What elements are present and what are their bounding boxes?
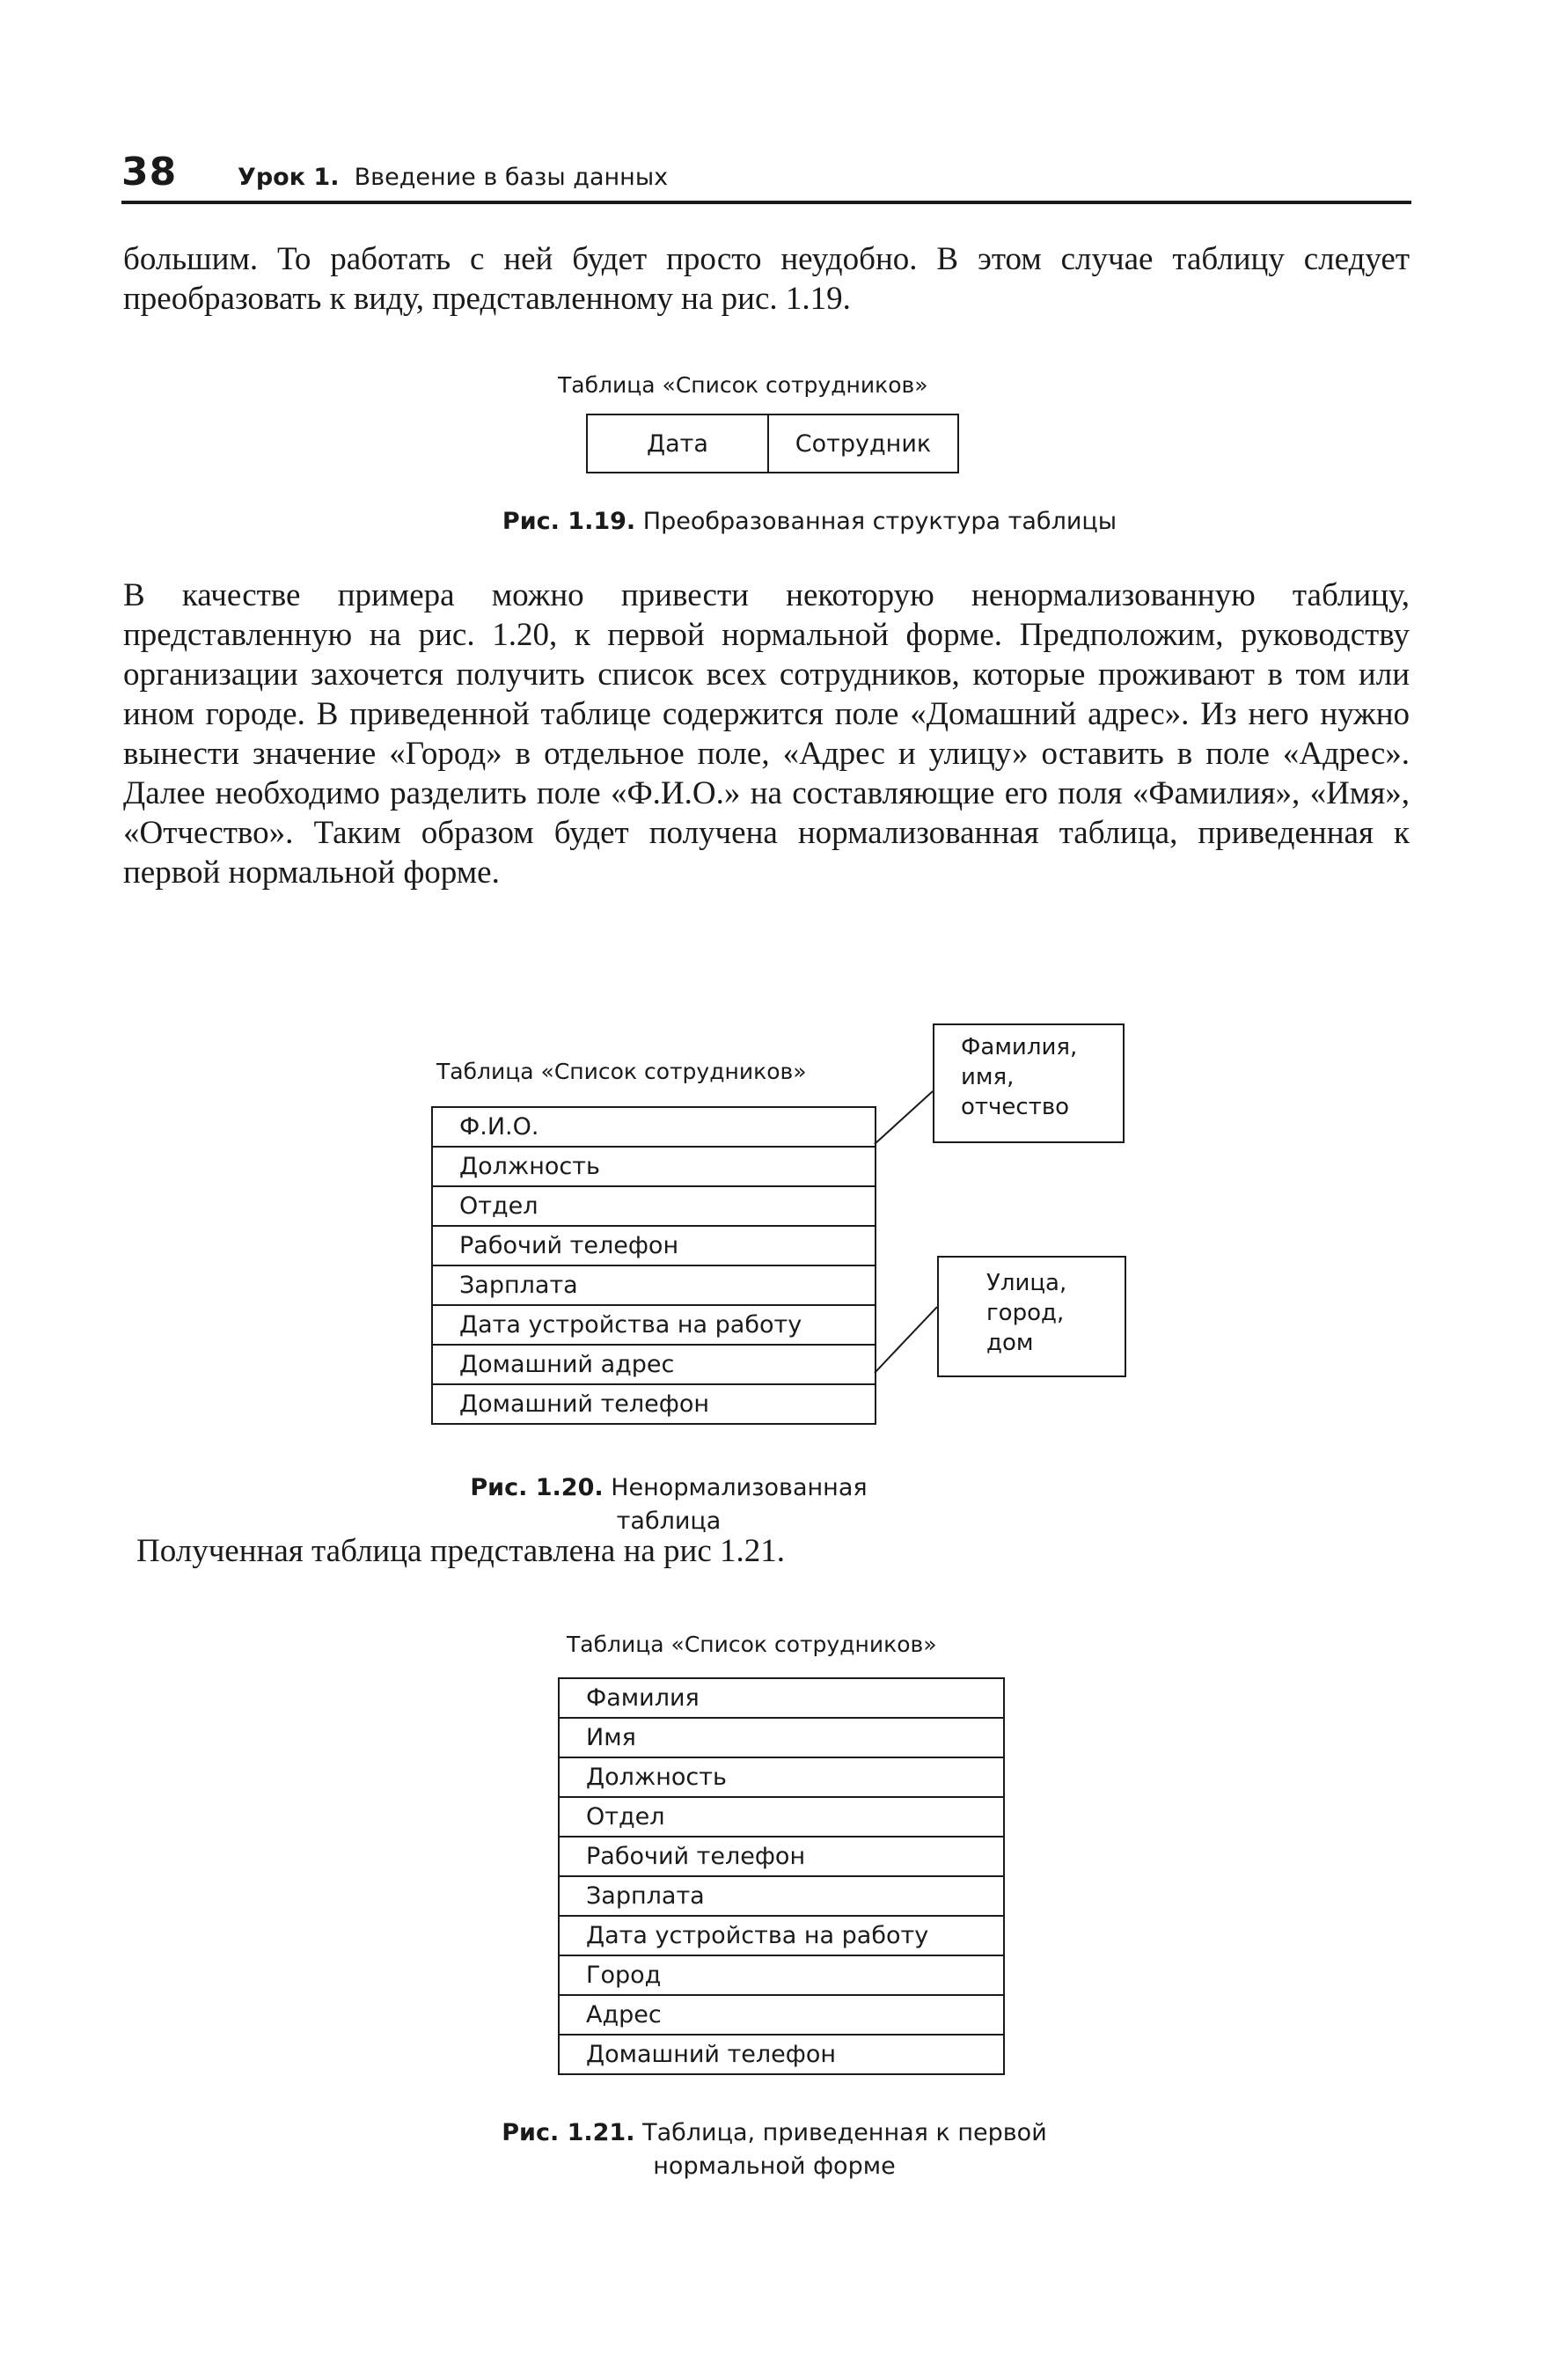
connector-address-to-address-box (875, 1307, 937, 1373)
header-rule (121, 201, 1411, 204)
connector-fio-to-name-box (875, 1091, 933, 1144)
fig121-caption-text: Таблица, приведенная к первой (642, 2119, 1047, 2146)
paragraph-3: Полученная таблица представлена на рис 1.21. (136, 1533, 786, 1569)
fig120-row: Должность (433, 1148, 875, 1187)
fig120-row: Рабочий телефон (433, 1227, 875, 1266)
fig120-address-box (937, 1256, 1126, 1377)
running-title (238, 164, 668, 191)
fig120-row: Ф.И.О. (433, 1108, 875, 1148)
chapter-title: Введение в базы данных (354, 164, 669, 191)
fig119-caption-text: Преобразованная структура таблицы (642, 508, 1117, 535)
fig120-caption (422, 1471, 915, 1538)
fig120-row: Домашний адрес (433, 1346, 875, 1385)
fig120-caption-text: Ненормализованная таблица (611, 1474, 868, 1535)
address-box-line: Улица, (986, 1270, 1067, 1296)
fig121-row: Должность (560, 1758, 1003, 1798)
fig119-title: Таблица «Список сотрудников» (558, 372, 928, 398)
fig119-cell-employee: Сотрудник (795, 429, 932, 458)
fig121-row: Рабочий телефон (560, 1838, 1003, 1877)
fig121-row: Дата устройства на работу (560, 1917, 1003, 1956)
fig121-title: Таблица «Список сотрудников» (567, 1632, 937, 1657)
fig121-row: Адрес (560, 1996, 1003, 2036)
fig120-row: Дата устройства на работу (433, 1306, 875, 1346)
fig121-row: Домашний телефон (560, 2036, 1003, 2075)
name-box-line: имя, (961, 1064, 1015, 1090)
fig120-title: Таблица «Список сотрудников» (436, 1059, 807, 1084)
paragraph-2: В качестве примера можно привести некоторую ненормализованную таблицу, представленную на рис. 1.20, к первой нормальной форме. Предположим, руководству организации захочется получить список всех сотрудников, которые проживают в том или ином городе. В приведенной таблице содержится поле «Домашний адрес». Из него нужно вынести значение «Город» в отдельное поле, «Адрес и улицу» оставить в поле «Адрес». Далее необходимо разделить поле «Ф.И.О.» на составляющие его поля «Фамилия», «Имя», «Отчество». Таким образом будет получена нормализованная таблица, приведенная к первой нормальной форме. (123, 577, 1410, 891)
fig121-caption-line2: нормальной форме (653, 2153, 896, 2180)
fig121-caption-line1 (422, 2116, 1126, 2150)
name-box-line: отчество (961, 1094, 1070, 1120)
lesson-label: Урок 1. (238, 164, 340, 191)
fig121-caption-label: Рис. 1.21. (502, 2119, 635, 2146)
fig121-row: Фамилия (560, 1679, 1003, 1719)
fig119-table (586, 414, 959, 473)
fig119-caption-label: Рис. 1.19. (502, 508, 636, 535)
fig120-table (431, 1106, 876, 1425)
fig121-row: Имя (560, 1719, 1003, 1758)
fig120-row: Зарплата (433, 1266, 875, 1306)
address-box-line: дом (986, 1330, 1034, 1356)
address-box-line: город, (986, 1300, 1065, 1326)
fig120-caption-label: Рис. 1.20. (470, 1474, 604, 1501)
fig121-table (558, 1677, 1005, 2075)
fig121-row: Отдел (560, 1798, 1003, 1838)
name-box-line: Фамилия, (961, 1034, 1078, 1060)
page-number: 38 (121, 150, 178, 194)
fig121-row: Зарплата (560, 1877, 1003, 1917)
fig121-caption (422, 2116, 1126, 2183)
fig119-cell-date: Дата (588, 415, 769, 472)
fig120-row: Домашний телефон (433, 1385, 875, 1425)
fig121-row: Город (560, 1956, 1003, 1996)
paragraph-1: большим. То работать с ней будет просто неудобно. В этом случае таблицу следует преобразовать к виду, представленному на рис. 1.19. (123, 241, 1410, 317)
page-header (121, 150, 1411, 204)
fig120-name-box (933, 1023, 1125, 1143)
fig120-row: Отдел (433, 1187, 875, 1227)
fig119-caption (370, 505, 1249, 539)
